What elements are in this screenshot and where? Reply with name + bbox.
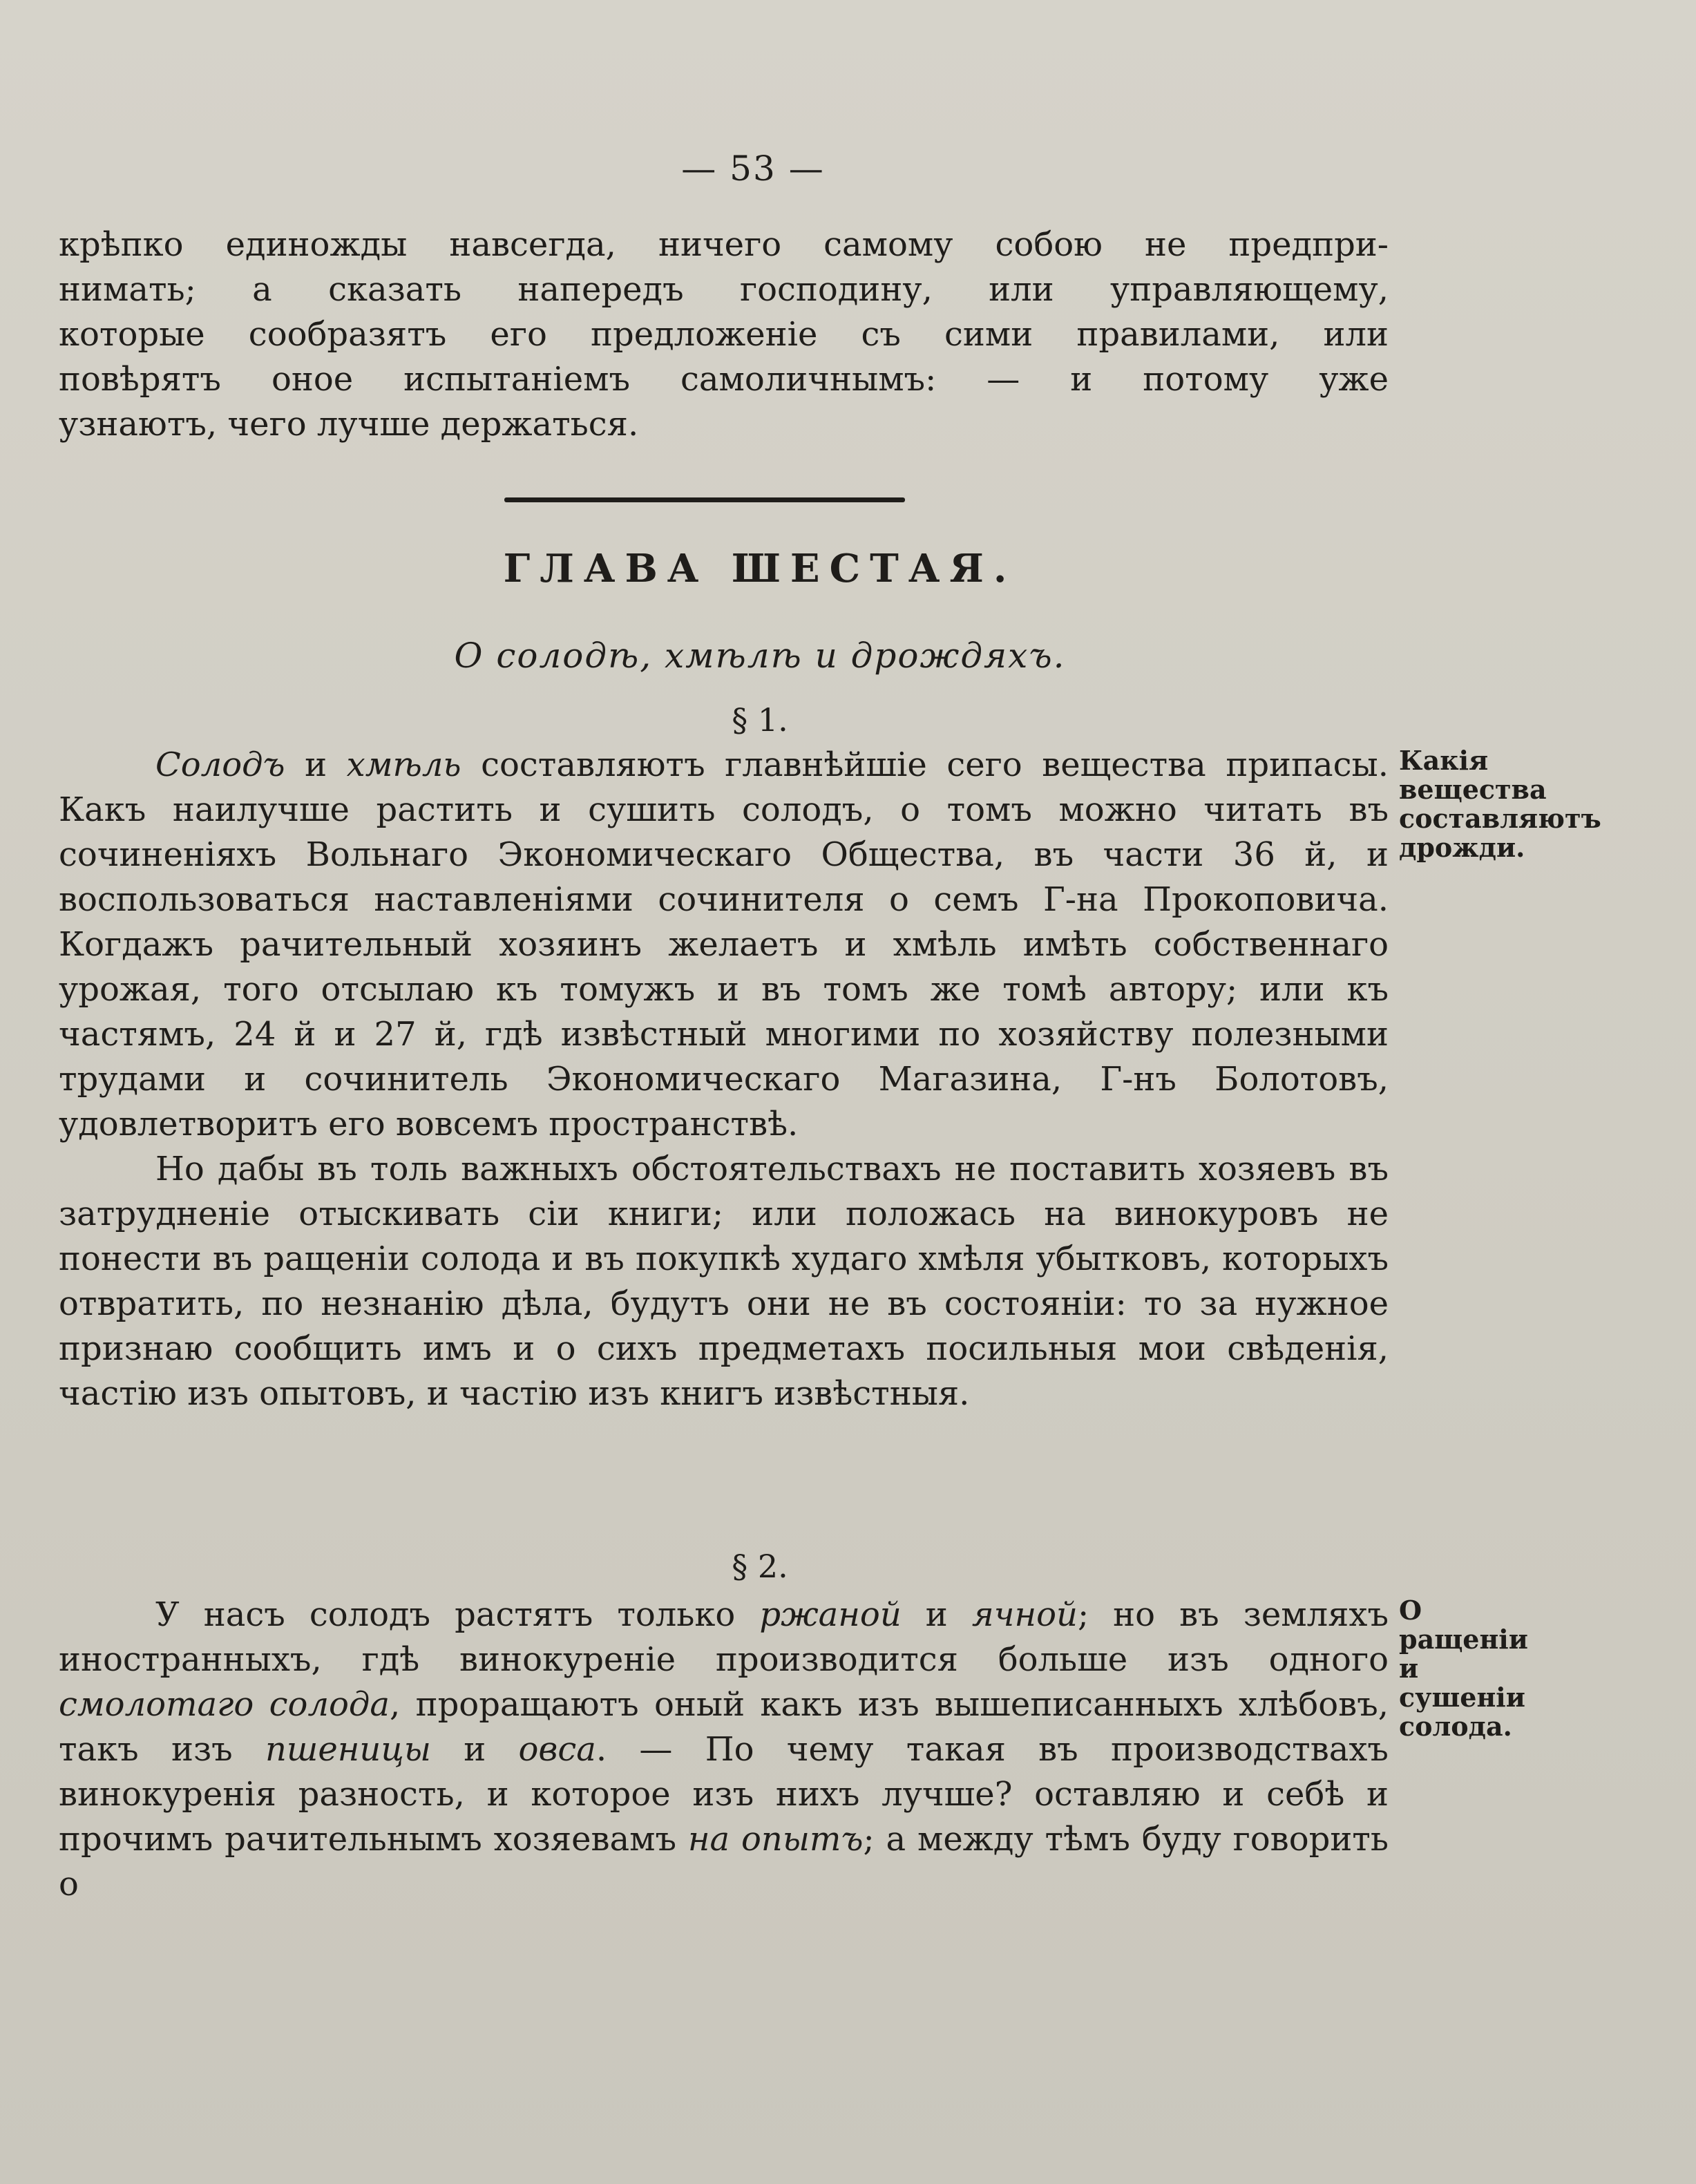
text-line: узнаютъ, чего лучше держаться.: [59, 405, 639, 444]
text-line: повѣрятъ оное испытанiемъ самоличнымъ: — и потому уже: [59, 360, 1389, 399]
text-span: и: [464, 1730, 486, 1769]
margin-note-section-1: Какiя вещества составляютъ дрожди.: [1399, 745, 1601, 863]
emphasis-span: пшеницы: [265, 1730, 431, 1769]
emphasis-span: на опытъ: [687, 1820, 864, 1859]
text-span: и: [925, 1595, 948, 1634]
emphasis-span: смолотаго солода: [59, 1685, 390, 1724]
page-number: — 53 —: [681, 149, 825, 189]
section-1-mark: § 1.: [732, 701, 788, 739]
section-1-text: [59, 743, 1389, 1416]
text-span: , проращаютъ оный какъ изъ вышеписанныхъ хлѣбовъ, такъ изъ: [59, 1685, 1389, 1769]
text-span: У насъ солодъ растятъ только: [155, 1595, 736, 1634]
section-2-mark: § 2.: [732, 1548, 788, 1585]
section-1-paragraph-2: Но дабы въ толь важныхъ обстоятельствахъ не поставить хозяевъ въ затрудненiе отыскивать сiи книги; или положась на винокуровъ не понести въ ращенiи солода и въ покупкѣ худаго хмѣля убытковъ, которыхъ отвратить, по незнанiю дѣла, будутъ они не въ состоянiи: то за нужное признаю сообщить имъ и о сихъ предметахъ посильныя мои свѣденiя, частiю изъ опытовъ, и частiю изъ книгъ извѣстныя.: [59, 1150, 1389, 1413]
chapter-heading: ГЛАВА ШЕСТАЯ.: [503, 546, 1017, 591]
section-1-paragraph-1: [59, 743, 1389, 1147]
section-2-text: [59, 1593, 1389, 1907]
term-khmel: хмѣль: [346, 746, 461, 784]
paragraph-text: составляютъ главнѣйшiе сего вещества припасы. Какъ наилучше растить и сушить солодъ, о томъ можно читать въ сочиненiяхъ Вольнаго Экономическаго Общества, въ части 36 й, и воспользоваться наставленiями сочинителя о семъ Г-на Прокоповича. Когдажъ рачительный хозяинъ желаетъ и хмѣль имѣть собственнаго урожая, того отсылаю къ томужъ и въ томъ же томѣ автору; или къ частямъ, 24 й и 27 й, гдѣ извѣстный многими по хозяйству полезными трудами и сочинитель Экономическаго Магазина, Г-нъ Болотовъ, удовлетворитъ его вовсемъ пространствѣ.: [59, 746, 1389, 1143]
section-divider: [504, 497, 905, 502]
section-2-paragraph: [59, 1593, 1389, 1907]
text-span: ; но въ земляхъ иностранныхъ, гдѣ винокуренiе производится больше изъ одного: [59, 1595, 1389, 1679]
text-span: . — По чему такая въ производствахъ винокуренiя разность, и которое изъ нихъ лучше? оставляю и себѣ и прочимъ рачительнымъ хозяевамъ: [59, 1730, 1389, 1859]
emphasis-span: овса: [518, 1730, 596, 1769]
text-line: которые сообразятъ его предложенiе съ сими правилами, или: [59, 315, 1389, 354]
text-span: ; а между тѣмъ буду говорить о: [59, 1820, 1389, 1903]
word-and: и: [305, 746, 327, 784]
text-line: крѣпко единожды навсегда, ничего самому собою не предпри-: [59, 225, 1389, 264]
chapter-subtitle: О солодѣ, хмѣлѣ и дрождяхъ.: [454, 636, 1066, 676]
emphasis-span: ржаной: [759, 1595, 902, 1634]
emphasis-span: ячной: [971, 1595, 1078, 1634]
text-line: нимать; а сказать напередъ господину, или управляющему,: [59, 270, 1389, 309]
continuation-text: [59, 222, 1389, 447]
margin-note-section-2: О ращенiи и сушенiи солода.: [1399, 1595, 1528, 1742]
term-solod: Солодъ: [155, 746, 285, 784]
